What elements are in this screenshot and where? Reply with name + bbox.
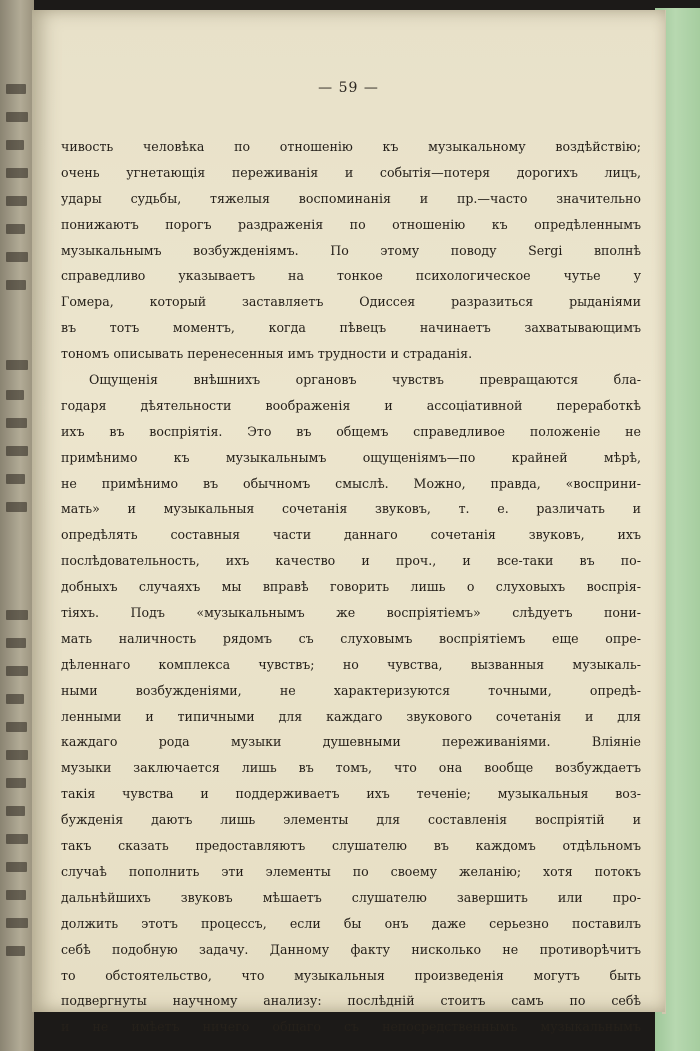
text-line: такъ сказать предоставляютъ слушателю въ каждомъ отдѣльномъ [61, 838, 641, 854]
previous-page-text-fragment [6, 722, 27, 732]
previous-page-text-fragment [6, 918, 28, 928]
text-line: музыки заключается лишь въ томъ, что она вообще возбуждаетъ [61, 760, 641, 776]
previous-page-text-fragment [6, 806, 25, 816]
text-line: случаѣ пополнить эти элементы по своему желанію; хотя потокъ [61, 863, 641, 879]
text-line: удары судьбы, тяжелыя воспоминанія и пр.—часто значительно [61, 190, 641, 206]
text-line: такія чувства и поддерживаетъ ихъ теченіе; музыкальныя воз- [61, 786, 641, 802]
page-number: — 59 — [318, 80, 379, 96]
previous-page-text-fragment [6, 638, 26, 648]
previous-page-text-fragment [6, 750, 28, 760]
text-line: Ощущенія внѣшнихъ органовъ чувствъ превращаются бла- [89, 372, 641, 388]
previous-page-text-fragment [6, 252, 28, 262]
previous-page-text-fragment [6, 112, 28, 122]
previous-page-text-fragment [6, 418, 27, 428]
book-page [32, 10, 665, 1035]
text-line: справедливо указываетъ на тонкое психологическое чутье у [61, 268, 641, 284]
text-line: примѣнимо къ музыкальнымъ ощущеніямъ—по крайней мѣрѣ, [61, 449, 641, 465]
text-line: ными возбужденіями, не характеризуются точными, опредѣ- [61, 682, 641, 698]
text-line: очень угнетающія переживанія и событія—потеря дорогихъ лицъ, [61, 164, 641, 180]
previous-page-text-fragment [6, 196, 27, 206]
text-line: бужденія даютъ лишь элементы для составленія воспріятій и [61, 812, 641, 828]
previous-page-text-fragment [6, 280, 26, 290]
previous-page-text-fragment [6, 168, 28, 178]
text-line: не примѣнимо въ обычномъ смыслѣ. Можно, правда, «восприни- [61, 475, 641, 491]
text-line: въ тотъ моментъ, когда пѣвецъ начинаетъ захватывающимъ [61, 320, 641, 336]
previous-page-text-fragment [6, 502, 27, 512]
text-line: мать наличность рядомъ съ слуховымъ воспріятіемъ еще опре- [61, 630, 641, 646]
previous-page-text-fragment [6, 666, 28, 676]
previous-page-edge [0, 0, 34, 1051]
previous-page-text-fragment [6, 474, 25, 484]
text-line: мать» и музыкальныя сочетанія звуковъ, т. е. различать и [61, 501, 641, 517]
text-line: подвергнуты научному анализу: послѣдній стоитъ самъ по себѣ [61, 993, 641, 1009]
text-line: послѣдовательность, ихъ качество и проч., и все-таки въ по- [61, 553, 641, 569]
previous-page-text-fragment [6, 140, 24, 150]
text-line: каждаго рода музыки душевными переживаніями. Вліяніе [61, 734, 641, 750]
previous-page-text-fragment [6, 360, 28, 370]
text-line: музыкальнымъ возбужденіямъ. По этому поводу Sergi вполнѣ [61, 242, 641, 258]
text-line: тіяхъ. Подъ «музыкальнымъ же воспріятіемъ» слѣдуетъ пони- [61, 605, 641, 621]
previous-page-text-fragment [6, 694, 24, 704]
text-line: тономъ описывать перенесенныя имъ трудности и страданія. [61, 346, 473, 362]
previous-page-text-fragment [6, 834, 28, 844]
previous-page-text-fragment [6, 610, 28, 620]
previous-page-text-fragment [6, 224, 25, 234]
text-line: то обстоятельство, что музыкальныя произведенія могутъ быть [61, 967, 641, 983]
text-line: дальнѣйшихъ звуковъ мѣшаетъ слушателю завершить или про- [61, 889, 641, 905]
text-line: ленными и типичными для каждаго звукового сочетанія и для [61, 708, 641, 724]
text-line: дѣленнаго комплекса чувствъ; но чувства, вызванныя музыкаль- [61, 656, 641, 672]
text-line: должить этотъ процессъ, если бы онъ даже серьезно поставилъ [61, 915, 641, 931]
previous-page-text-fragment [6, 84, 26, 94]
text-line: чивость человѣка по отношенію къ музыкальному воздѣйствію; [61, 139, 641, 154]
text-line: и не имѣетъ ничего общаго съ непосредственнымъ музыкальнымъ [61, 1019, 641, 1035]
previous-page-text-fragment [6, 862, 27, 872]
text-line: ихъ въ воспріятія. Это въ общемъ справедливое положеніе не [61, 423, 641, 439]
text-line: добныхъ случаяхъ мы вправѣ говорить лишь о слуховыхъ воспрія- [61, 579, 641, 595]
text-line: опредѣлять составныя части даннаго сочетанія звуковъ, ихъ [61, 527, 641, 543]
previous-page-text-fragment [6, 890, 26, 900]
previous-page-text-fragment [6, 390, 24, 400]
text-line: Гомера, который заставляетъ Одиссея разразиться рыданіями [61, 294, 641, 310]
text-line: себѣ подобную задачу. Данному факту нисколько не противорѣчитъ [61, 941, 641, 957]
text-line: годаря дѣятельности воображенія и ассоціативной переработкѣ [61, 397, 641, 413]
text-line: понижаютъ порогъ раздраженія по отношенію къ опредѣленнымъ [61, 216, 641, 232]
previous-page-text-fragment [6, 946, 25, 956]
body-text [61, 134, 641, 1040]
previous-page-text-fragment [6, 778, 26, 788]
previous-page-text-fragment [6, 446, 28, 456]
